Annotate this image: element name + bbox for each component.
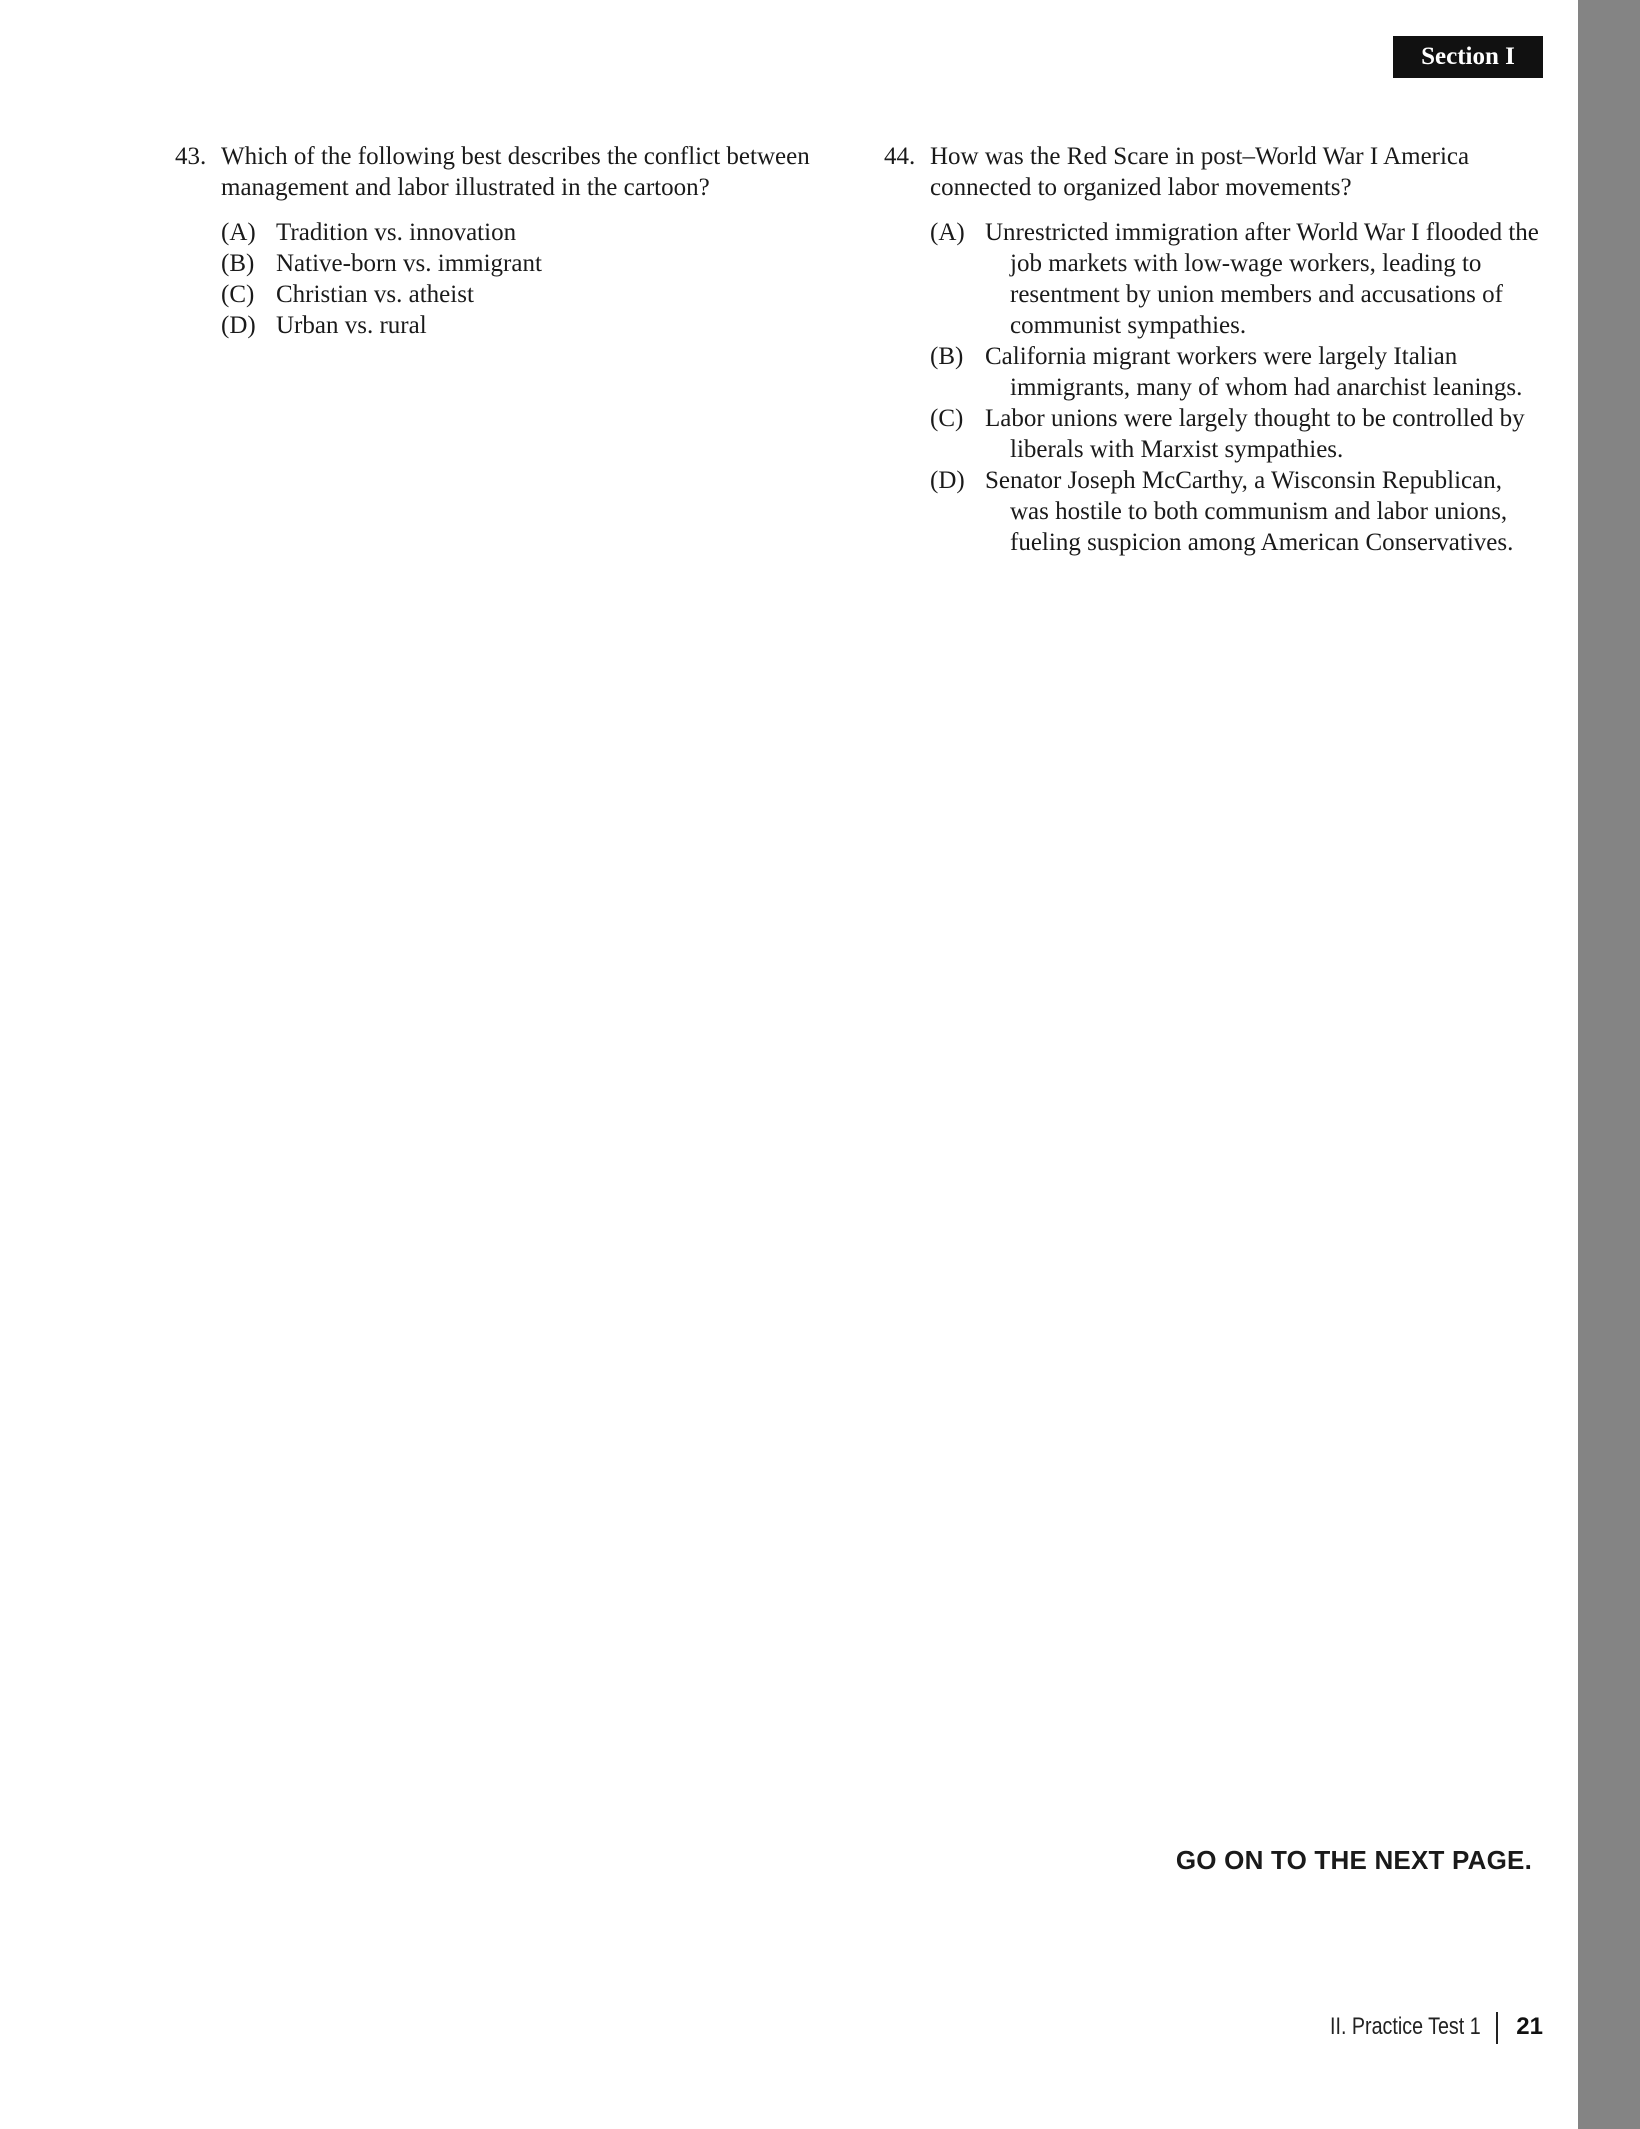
answer-choice-d[interactable]: [221, 310, 835, 341]
choice-letter: (D): [930, 467, 965, 494]
choice-text: Christian vs. atheist: [276, 281, 474, 308]
footer-chapter-label: II. Practice Test 1: [1329, 2013, 1481, 2040]
question-stem: [884, 141, 1544, 203]
page-footer: [1100, 2010, 1543, 2044]
choice-text: Tradition vs. innovation: [276, 219, 517, 246]
question-text: Which of the following best describes the conflict between management and labor illustrated in the cartoon?: [221, 143, 810, 201]
go-on-prompt: GO ON TO THE NEXT PAGE.: [1175, 1845, 1532, 1875]
question-number: 43.: [175, 143, 207, 170]
choice-text: Senator Joseph McCarthy, a Wisconsin Republican, was hostile to both communism and labor unions, fueling suspicion among American Conservatives.: [985, 467, 1514, 556]
answer-choice-c[interactable]: [221, 279, 835, 310]
question-stem: [175, 141, 835, 203]
choice-letter: (A): [930, 219, 965, 246]
page-edge-bar: [1578, 0, 1640, 2129]
choice-text: Unrestricted immigration after World War I flooded the job markets with low-wage workers, leading to resentment by union members and accusations of communist sympathies.: [985, 219, 1539, 339]
answer-choice-b[interactable]: [221, 248, 835, 279]
answer-choice-d[interactable]: [930, 465, 1544, 558]
choice-letter: (D): [221, 312, 256, 339]
question-43: [175, 141, 835, 341]
answer-choice-b[interactable]: [930, 341, 1544, 403]
question-number: 44.: [884, 143, 916, 170]
question-44: [884, 141, 1544, 558]
choice-text: California migrant workers were largely Italian immigrants, many of whom had anarchist leanings.: [985, 343, 1523, 401]
footer-divider: [1496, 2012, 1498, 2044]
page-number: 21: [1516, 2013, 1543, 2040]
answer-choices: [930, 217, 1544, 558]
answer-choice-a[interactable]: [930, 217, 1544, 341]
choice-letter: (B): [930, 343, 964, 370]
question-text: How was the Red Scare in post–World War I America connected to organized labor movements?: [930, 143, 1470, 201]
section-tab: Section I: [1393, 36, 1543, 78]
choice-letter: (C): [930, 405, 964, 432]
answer-choice-c[interactable]: [930, 403, 1544, 465]
answer-choice-a[interactable]: [221, 217, 835, 248]
choice-text: Native-born vs. immigrant: [276, 250, 542, 277]
choice-text: Urban vs. rural: [276, 312, 427, 339]
choice-letter: (A): [221, 219, 256, 246]
choice-letter: (C): [221, 281, 255, 308]
answer-choices: [221, 217, 835, 341]
choice-text: Labor unions were largely thought to be controlled by liberals with Marxist sympathies.: [985, 405, 1525, 463]
choice-letter: (B): [221, 250, 255, 277]
